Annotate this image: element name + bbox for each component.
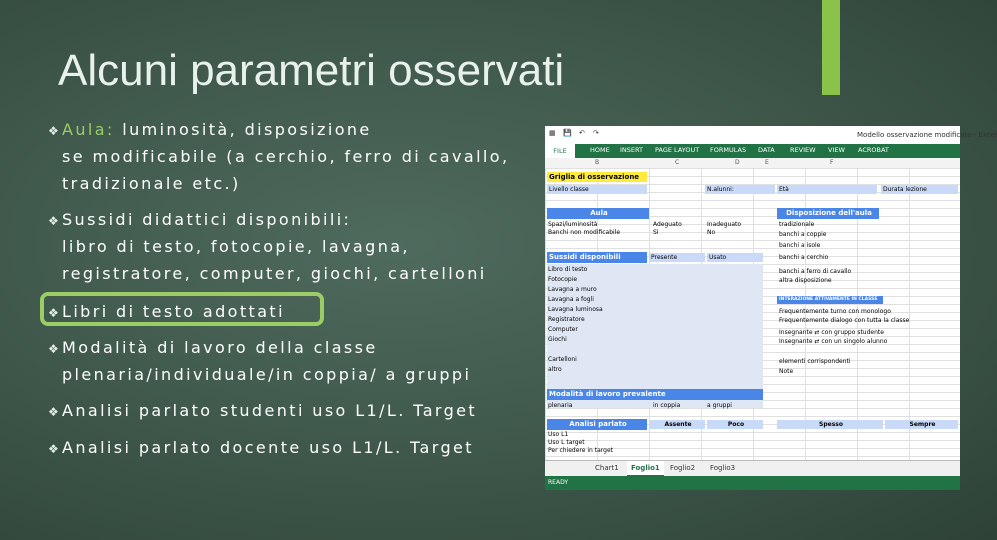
bullet-line: Modalità di lavoro della classe	[62, 338, 378, 357]
n-alunni-cell: N.alunni:	[705, 185, 775, 194]
interazione-row: Note	[779, 368, 794, 375]
diamond-bullet-icon: ❖	[48, 342, 59, 356]
analisi-col: Sempre	[885, 420, 958, 429]
highlight-box	[40, 292, 324, 326]
interazione-row: Frequentemente dialogo con tutta la classe	[779, 317, 910, 324]
interazione-row: Frequentemente turno con monologo	[779, 308, 891, 315]
analisi-row: Uso L target	[548, 439, 585, 446]
interazione-row: elementi corrispondenti	[779, 358, 851, 365]
disposizione-row: banchi a cerchio	[779, 254, 829, 261]
bullet-line: se modificabile (a cerchio, ferro di cavallo,	[62, 147, 510, 166]
sussidi-row: Lavagna a muro	[548, 286, 597, 293]
sussidi-row: Libro di testo	[548, 266, 588, 273]
diamond-bullet-icon: ❖	[48, 306, 59, 320]
ribbon-tabs	[545, 144, 960, 158]
aula-row: Spazi/luminosità	[548, 221, 598, 228]
diamond-bullet-icon: ❖	[48, 442, 59, 456]
bullet-line: luminosità, disposizione	[114, 120, 372, 139]
usato-dropdown[interactable]: Usato	[707, 253, 763, 262]
column-letter: E	[765, 159, 769, 166]
modalita-option: plenaria	[548, 402, 573, 409]
sheet-tab-foglio2[interactable]: Foglio2	[670, 464, 696, 472]
analisi-col: Assente	[649, 420, 705, 429]
sussidi-row: Fotocopie	[548, 276, 578, 283]
tab-review[interactable]: REVIEW	[790, 146, 816, 154]
undo-icon[interactable]: ↶	[579, 129, 585, 137]
sussidi-row: Cartelloni	[548, 356, 577, 363]
bullet-line: Analisi parlato docente uso L1/L. Target	[62, 438, 474, 457]
interazione-header: INTERAZIONE ATTIVAMENTE IN CLASSE	[777, 296, 883, 304]
bullet-line: Libri di testo adottati	[62, 302, 285, 321]
livello-classe-cell: Livello classe	[547, 185, 647, 194]
sheet-tabs	[545, 460, 960, 477]
tab-page-layout[interactable]: PAGE LAYOUT	[655, 146, 700, 154]
modalita-option: in coppia	[653, 402, 681, 409]
presente-dropdown[interactable]: Presente	[649, 253, 705, 262]
sussidi-row: Registratore	[548, 316, 585, 323]
tab-view[interactable]: VIEW	[828, 146, 845, 154]
redo-icon[interactable]: ↷	[593, 129, 599, 137]
durata-lezione-cell: Durata lezione	[881, 185, 958, 194]
bullet-line: registratore, computer, giochi, cartelloni	[62, 264, 487, 283]
modalita-option: a gruppi	[707, 402, 732, 409]
save-icon[interactable]: 💾	[563, 129, 572, 137]
disposizione-row: banchi a coppie	[779, 231, 827, 238]
bullet-aula-label: Aula:	[62, 120, 115, 139]
tab-insert[interactable]: INSERT	[620, 146, 644, 154]
window-title: Modello osservazione modificato - Excel	[857, 131, 997, 139]
tab-home[interactable]: HOME	[590, 146, 610, 154]
tab-formulas[interactable]: FORMULAS	[710, 146, 747, 154]
tab-file[interactable]: FILE	[545, 144, 575, 158]
inadeguato-cell: Inadeguato	[707, 221, 742, 228]
sussidi-row: Giochi	[548, 336, 567, 343]
tab-data[interactable]: DATA	[758, 146, 775, 154]
slide-title: Alcuni parametri osservati	[58, 46, 565, 95]
cell-grid[interactable]	[545, 168, 960, 460]
diamond-bullet-icon: ❖	[48, 124, 59, 138]
adeguato-cell: Adeguato	[653, 221, 682, 228]
sussidi-row: Lavagna luminosa	[548, 306, 603, 313]
diamond-bullet-icon: ❖	[48, 214, 59, 228]
sheet-tab-chart1[interactable]: Chart1	[595, 464, 619, 472]
bullet-line: Analisi parlato studenti uso L1/L. Target	[62, 401, 478, 420]
bullet-line: tradizionale etc.)	[62, 174, 241, 193]
bullet-line: Sussidi didattici disponibili:	[62, 210, 352, 229]
tab-acrobat[interactable]: ACROBAT	[858, 146, 889, 154]
sheet-tab-foglio1[interactable]: Foglio1	[627, 461, 664, 477]
analisi-col: Poco	[707, 420, 763, 429]
analisi-header: Analisi parlato	[547, 419, 647, 430]
grid-title-cell: Griglia di osservazione	[547, 172, 647, 182]
disposizione-row: tradizionale	[779, 221, 815, 228]
excel-icon: ▦	[549, 129, 556, 137]
accent-bar	[822, 0, 840, 95]
column-letter: B	[595, 159, 600, 166]
status-bar: READY	[545, 476, 960, 490]
spreadsheet-screenshot	[545, 126, 997, 490]
bullet-line: libro di testo, fotocopie, lavagna,	[62, 237, 410, 256]
column-letter: F	[830, 159, 834, 166]
disposizione-header: Disposizione dell'aula	[777, 208, 879, 219]
interazione-row: Insegnante ⇄ con gruppo studente	[779, 329, 884, 336]
analisi-col: Spesso	[777, 420, 883, 429]
bullet-line: plenaria/individuale/in coppia/ a gruppi	[62, 365, 472, 384]
sussidi-header: Sussidi disponibili	[547, 252, 647, 263]
diamond-bullet-icon: ❖	[48, 405, 59, 419]
sheet-tab-foglio3[interactable]: Foglio3	[710, 464, 736, 472]
analisi-row: Uso L1	[548, 431, 569, 438]
modalita-header: Modalità di lavoro prevalente	[547, 389, 763, 400]
sussidi-row: altro	[548, 366, 562, 373]
disposizione-row: banchi a ferro di cavallo	[779, 268, 852, 275]
sussidi-row: Lavagna a fogli	[548, 296, 594, 303]
sussidi-row: Computer	[548, 326, 578, 333]
aula-header: Aula	[547, 208, 649, 219]
no-cell: No	[707, 229, 716, 236]
disposizione-row: altra disposizione	[779, 277, 832, 284]
column-letter: C	[675, 159, 680, 166]
eta-cell: Età	[777, 185, 877, 194]
si-cell: Sì	[653, 229, 659, 236]
quick-access-toolbar	[545, 126, 997, 144]
disposizione-row: banchi a isole	[779, 242, 821, 249]
aula-row: Banchi non modificabile	[548, 229, 621, 236]
column-letter: D	[735, 159, 740, 166]
interazione-row: Insegnante ⇄ con un singolo alunno	[779, 338, 888, 345]
analisi-row: Per chiedere in target	[548, 447, 613, 454]
